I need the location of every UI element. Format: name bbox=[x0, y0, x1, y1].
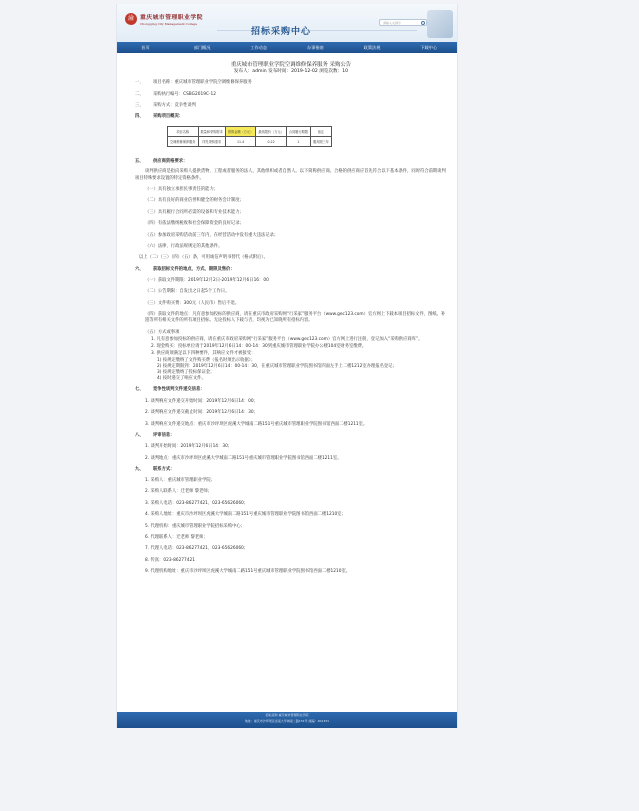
search-placeholder: 请输入关键字 bbox=[383, 21, 402, 25]
list-item: （二）公告期限：自发出之日起5个工作日。 bbox=[145, 289, 230, 295]
qualification-intro: 谈判供应商是指向采购人提供货物、工程或者服务的法人、其他组织或者自然人。以下简称供应商。合格的供应商应首先符合以下基本条件，同时符合前期谈判项目特殊要求设置的特定资格条件。 bbox=[135, 169, 446, 181]
section-contact: 九、 联系方式： bbox=[135, 466, 175, 472]
list-item: （二）具有良好的商业信誉和健全的财务会计制度； bbox=[145, 198, 244, 204]
school-name-en: Chongqing City Management College bbox=[140, 22, 198, 26]
list-item: 1) 按规定缴纳了文件购买费（报名时须出示收据）； bbox=[157, 357, 256, 363]
table-header-row: 项目名称 数量和采购需求 预算金额（万元） 最高限价（万元） 合同履行期限 备注 bbox=[168, 127, 332, 137]
header-decoration-line bbox=[217, 30, 417, 31]
list-item: 3) 按规定缴纳了投标保证金； bbox=[157, 369, 215, 375]
nav-item-download[interactable]: 下载中心 bbox=[420, 45, 438, 50]
page-title: 重庆城市管理职业学院空调维修保养服务 采购公告 bbox=[230, 62, 352, 68]
page-container bbox=[116, 4, 458, 728]
list-item: （三）文件购买费：300元（人民币）售后不退。 bbox=[145, 300, 240, 306]
list-item: 以上（二）（三）（四）（五）条，可用诚信声明书替代（格式附后）。 bbox=[139, 255, 268, 261]
table-row: 空调维修保养服务 详见采购需求 11.4 0.22 1 服务期三年 bbox=[168, 137, 332, 147]
list-item: 9. 代理机构地址：重庆市沙坪坝区虎溪大学城南二路151号重庆城市管理职业学院图书馆西面二楼1210室。 bbox=[145, 569, 351, 575]
nav-item-home[interactable]: 首页 bbox=[141, 45, 150, 50]
section-review: 八、 评审信息： bbox=[135, 432, 175, 438]
list-item: （三）具有履行合同所必需的设备和专业技术能力； bbox=[145, 209, 244, 215]
footer-address: 地址：重庆市沙坪坝区虎溪大学城南二路151号 邮编：401331 bbox=[244, 719, 330, 723]
section-obtain-docs: 六、 获取招标文件的地点、方式、期限及售价： bbox=[135, 266, 235, 272]
site-footer bbox=[117, 712, 457, 728]
list-item: 2) 按规定期限到：2019年12月6日14：00-14：30，在重庆城市管理职业学院图书馆四面左手上二楼1212室办理报名登记； bbox=[157, 363, 397, 369]
list-item: （五）参加政府采购活动前三年内，在经营活动中没有重大违法记录； bbox=[145, 232, 279, 238]
list-item: 3. 谈判响应文件递交地点：重庆市沙坪坝区虎溪大学城南二路151号重庆城市管理职业学院图书馆西面二楼1211室。 bbox=[145, 421, 368, 427]
list-item: （六）法律、行政法规规定的其他条件。 bbox=[145, 243, 223, 249]
publish-meta: 发布人：admin 发布时间：2019-12-02 浏览次数：10 bbox=[233, 69, 349, 75]
list-item: 5. 代理机构：重庆城市管理职业学院招标采购中心； bbox=[145, 523, 245, 529]
site-title: 招标采购中心 bbox=[251, 27, 312, 37]
nav-item-about[interactable]: 部门概况 bbox=[193, 45, 211, 50]
list-item: 1. 谈判响应文件递交开始时间：2019年12月6日14：00； bbox=[145, 398, 258, 404]
list-item: 6. 代理联系人：迁老师 黎老师； bbox=[145, 535, 208, 541]
announcement-body bbox=[117, 53, 457, 575]
project-table bbox=[167, 126, 332, 147]
budget-header-highlighted: 预算金额（万元） bbox=[225, 127, 256, 137]
list-item: 2. 现金购买：投标单位请于2019年12月6日14：00-14：30到重庆城市管理职业学院办公楼104室财务室缴费。 bbox=[151, 344, 367, 350]
section-overview: 四、 采购项目概况： bbox=[135, 114, 184, 120]
section-method: 三、 采购方式：竞争性谈判 bbox=[135, 102, 196, 108]
main-nav bbox=[117, 42, 457, 53]
nav-item-policy[interactable]: 政策法规 bbox=[363, 45, 381, 50]
section-submission: 七、 竞争性谈判文件递交信息： bbox=[135, 387, 205, 393]
site-header bbox=[117, 4, 457, 42]
list-item: （一）获取文件期限：2019年12月2日-2019年12月6日16：00 bbox=[145, 277, 269, 283]
school-logo[interactable] bbox=[125, 12, 203, 26]
list-item: （四）获取文件的地点：凡有意参加投标的供应商，请在重庆市政府采购网“行采家”服务平台（www.gec123.com）官方网上下载本项目招标文件、图纸。补遗等所有相关文件的所有项目招标。无论投标人下载与否，均视为已知晓所有招标内容。 bbox=[145, 312, 446, 324]
list-item: 1. 采购人：重庆城市管理职业学院； bbox=[145, 478, 215, 484]
list-item: （四）有依法缴纳税收和社会保障资金的良好记录； bbox=[145, 221, 244, 227]
list-item: 2. 谈判地点：重庆市沙坪坝区虎溪大学城南二路151号重庆城市管理职业学院图书馆西面二楼1211室。 bbox=[145, 455, 342, 461]
school-seal-icon: 渝 bbox=[125, 13, 137, 25]
list-item: 4) 按时递交了响应文件。 bbox=[157, 376, 206, 382]
list-item: 2. 采购人联系人：迁老师 黎老师； bbox=[145, 489, 212, 495]
list-item: 7. 代理人电话：023-86277421、023-65626060； bbox=[145, 546, 249, 552]
list-item: 8. 传真：023-86277421 bbox=[145, 557, 195, 563]
list-item: （五）方式或事项 bbox=[145, 329, 180, 335]
search-icon[interactable] bbox=[421, 21, 425, 25]
section-qualification: 五、 供应商资格要求： bbox=[135, 159, 188, 165]
list-item: 2. 谈判响应文件递交截止时间：2019年12月6日14：30； bbox=[145, 410, 258, 416]
list-item: 1. 谈判开始时间：2019年12月6日14：30； bbox=[145, 444, 233, 450]
list-item: 3. 供应商须满足以下四种要件，其响应文件才被接受： bbox=[151, 351, 256, 357]
search-input[interactable] bbox=[379, 19, 427, 26]
list-item: 4. 采购人地址：重庆市沙坪坝区虎溪大学城南二路151号重庆城市管理职业学院图书馆西面二楼1210室； bbox=[145, 512, 346, 518]
header-illustration bbox=[427, 10, 453, 38]
nav-item-news[interactable]: 工作动态 bbox=[250, 45, 268, 50]
section-project-name: 一、 项目名称：重庆城市管理职业学院空调维修保养服务 bbox=[135, 80, 252, 86]
nav-item-guide[interactable]: 办事指南 bbox=[306, 45, 324, 50]
section-procurement-id: 二、 采购执行编号：CSBG2019C-12 bbox=[135, 91, 216, 97]
list-item: 1. 凡有意参加投标的供应商，请在重庆市政府采购网“行采家”服务平台（www.gec123.com）官方网上进行注册，登记加入“采购供应商库”。 bbox=[151, 336, 423, 342]
list-item: 3. 采购人电话：023-86277421、023-65626060； bbox=[145, 500, 249, 506]
school-name-cn: 重庆城市管理职业学院 bbox=[140, 15, 203, 21]
footer-links[interactable]: 招标采购 重庆城市管理职业学院 bbox=[265, 713, 309, 717]
list-item: （一）具有独立承担民事责任的能力； bbox=[145, 187, 219, 193]
